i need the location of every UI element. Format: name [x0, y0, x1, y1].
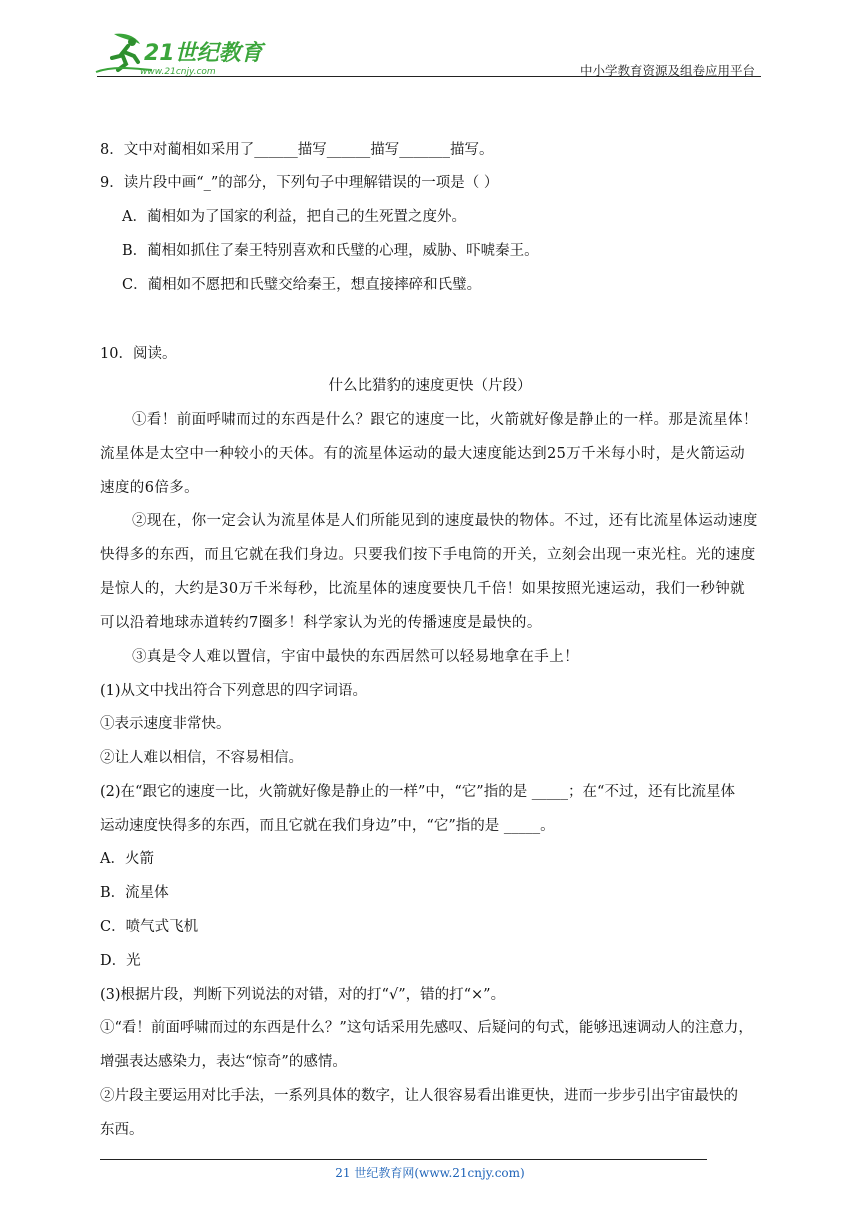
passage-p2-line2: 快得多的东西，而且它就在我们身边。只要我们按下手电筒的开关，立刻会出现一束光柱。光的速度 [100, 547, 756, 563]
sub3-item-1-line1: ①“看！前面呼啸而过的东西是什么？”这句话采用先感叹、后疑问的句式，能够迅速调动人的注意力， [100, 1020, 753, 1036]
question-9-stem: 9．读片段中画“_”的部分，下列句子中理解错误的一项是（ ） [100, 175, 499, 191]
passage-p2-line4: 可以沿着地球赤道转约7圈多！科学家认为光的传播速度是最快的。 [100, 615, 542, 631]
footer-site: 21 世纪教育网(www.21cnjy.com) [335, 1166, 525, 1180]
passage-title: 什么比猎豹的速度更快（片段） [328, 378, 532, 394]
passage-p2-line3: 是惊人的，大约是30万千米每秒，比流星体的速度要快几千倍！如果按照光速运动，我们一秒钟就 [100, 581, 746, 597]
sub3-item-2-line1: ②片段主要运用对比手法，一系列具体的数字，让人很容易看出谁更快，进而一步步引出宇宙最快的 [100, 1088, 738, 1104]
question-9-option-b: B．蔺相如抓住了秦王特别喜欢和氏璧的心理，威胁、吓唬秦王。 [122, 243, 539, 259]
sub1-item-2: ②让人难以相信，不容易相信。 [100, 750, 303, 766]
passage-p3: ③真是令人难以置信，宇宙中最快的东西居然可以轻易地拿在手上！ [132, 649, 579, 665]
sub2-line-1: (2)在“跟它的速度一比，火箭就好像是静止的一样”中，“它”指的是 _____；在“不过，还有比流星体 [100, 784, 735, 800]
question-9-option-c: C．蔺相如不愿把和氏璧交给秦王，想直接摔碎和氏璧。 [122, 277, 482, 293]
sub3-stem: (3)根据片段，判断下列说法的对错，对的打“√”，错的打“×”。 [100, 987, 506, 1003]
logo-url: www.21cnjy.com [140, 67, 216, 77]
sub1-stem: (1)从文中找出符合下列意思的四字词语。 [100, 683, 368, 699]
passage-p2-line1: ②现在，你一定会认为流星体是人们所能见到的速度最快的物体。不过，还有比流星体运动速度 [132, 513, 758, 529]
logo-21cnjy [92, 30, 272, 82]
passage-p1-line1: ①看！前面呼啸而过的东西是什么？跟它的速度一比，火箭就好像是静止的一样。那是流星体！ [132, 412, 758, 428]
sub2-option-c: C．喷气式飞机 [100, 919, 199, 935]
sub2-line-2: 运动速度快得多的东西，而且它就在我们身边”中，“它”指的是 _____。 [100, 818, 555, 834]
sub1-item-1: ①表示速度非常快。 [100, 716, 231, 732]
sub2-option-b: B．流星体 [100, 885, 169, 901]
footer-divider [100, 1159, 707, 1160]
question-8: 8．文中对蔺相如采用了______描写______描写_______描写。 [100, 142, 494, 158]
question-9-option-a: A．蔺相如为了国家的利益，把自己的生死置之度外。 [122, 209, 466, 225]
sub2-option-a: A．火箭 [100, 851, 154, 867]
sub2-option-d: D．光 [100, 953, 141, 969]
header-divider [97, 76, 761, 77]
platform-name: 中小学教育资源及组卷应用平台 [579, 63, 755, 78]
question-10-stem: 10．阅读。 [100, 346, 177, 362]
passage-p1-line3: 速度的6倍多。 [100, 480, 200, 496]
sub3-item-2-line2: 东西。 [100, 1122, 144, 1138]
page-header [0, 0, 860, 90]
sub3-item-1-line2: 增强表达感染力，表达“惊奇”的感情。 [100, 1054, 347, 1070]
logo-text: 21世纪教育 [144, 41, 263, 66]
passage-p1-line2: 流星体是太空中一种较小的天体。有的流星体运动的最大速度能达到25万千米每小时，是火箭运动 [100, 446, 746, 462]
